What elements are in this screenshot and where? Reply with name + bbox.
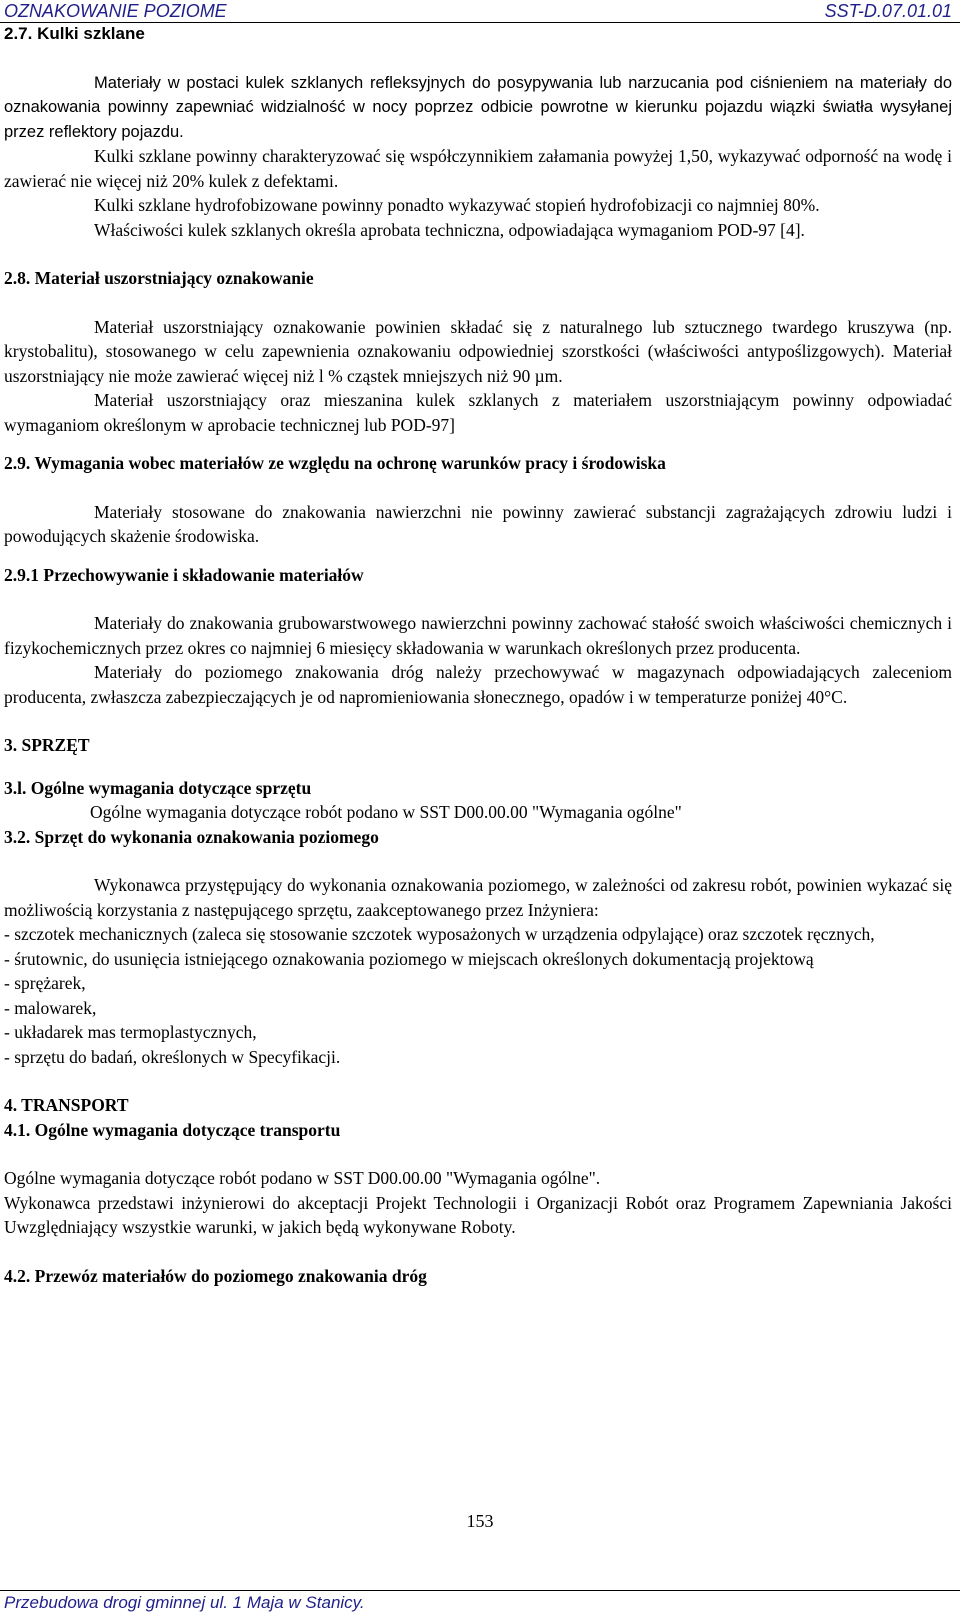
paragraph: Materiały do znakowania grubowarstwowego nawierzchni powinny zachować stałość swoich właściwości chemicznych i fizykochemicznych przez okres co najmniej 6 miesięcy składowania w warunkach określonych przez producenta.: [4, 613, 952, 658]
list-item: - układarek mas termoplastycznych,: [4, 1022, 257, 1042]
heading-2-7: 2.7. Kulki szklane: [4, 24, 145, 43]
list-item: - sprzętu do badań, określonych w Specyfikacji.: [4, 1046, 341, 1067]
heading-3-2: 3.2. Sprzęt do wykonania oznakowania poziomego: [4, 826, 379, 847]
heading-3: 3. SPRZĘT: [4, 735, 90, 755]
heading-2-8: [4, 266, 952, 291]
heading-3-1: 3.l. Ogólne wymagania dotyczące sprzętu: [4, 777, 312, 798]
paragraph: Materiał uszorstniający oznakowanie powinien składać się z naturalnego lub sztucznego twardego kruszywa (np. krystobalitu), stosowanego w celu zapewnienia oznakowaniu odpowiedniej szorstkości (właściwości antypoślizgowych). Materiał uszorstniający nie może zawierać więcej niż l % cząstek mniejszych niż 90 µm.: [4, 316, 952, 386]
paragraph: Materiał uszorstniający oraz mieszanina kulek szklanych z materiałem uszorstniającym powinny odpowiadać wymaganiom określonym w aprobacie technicznej lub POD-97]: [4, 390, 952, 435]
heading-2-9: [4, 451, 952, 476]
paragraph: Kulki szklane powinny charakteryzować się współczynnikiem załamania powyżej 1,50, wykazywać odporność na wodę i zawierać nie więcej niż 20% kulek z defektami.: [4, 146, 952, 191]
footer-text: Przebudowa drogi gminnej ul. 1 Maja w Stanicy.: [4, 1593, 365, 1612]
heading-2-9-1: [4, 563, 952, 588]
paragraph: Kulki szklane hydrofobizowane powinny ponadto wykazywać stopień hydrofobizacji co najmniej 80%.: [94, 195, 820, 215]
header-left: OZNAKOWANIE POZIOME: [4, 1, 227, 21]
list-item: - sprężarek,: [4, 973, 86, 993]
paragraph: Materiały w postaci kulek szklanych refleksyjnych do posypywania lub narzucania pod ciśnieniem na materiały do oznakowania powinny zapewniać widzialność w nocy poprzez odbicie powrotne w kierunku pojazdu wiązki światła wysyłanej przez reflektory pojazdu.: [4, 73, 952, 141]
page-header: [0, 0, 960, 23]
document-body: [4, 22, 952, 1288]
page-footer: [0, 1590, 960, 1612]
heading-4: 4. TRANSPORT: [4, 1095, 129, 1115]
list-item: - śrutownic, do usunięcia istniejącego oznakowania poziomego w miejscach określonych dokumentacją projektową: [4, 948, 814, 969]
list-item: - malowarek,: [4, 997, 97, 1018]
heading-title: Wymagania wobec materiałów ze względu na ochronę warunków pracy i środowiska: [34, 453, 666, 473]
heading-number: 2.9.: [4, 453, 31, 473]
paragraph: Materiały stosowane do znakowania nawierzchni nie powinny zawierać substancji zagrażających zdrowiu ludzi i powodujących skażenie środowiska.: [4, 501, 952, 546]
page-number: 153: [466, 1511, 494, 1531]
heading-number: 2.9.1: [4, 564, 39, 585]
heading-title: Przechowywanie i składowanie materiałów: [43, 564, 364, 585]
paragraph: Ogólne wymagania dotyczące robót podano w SST D00.00.00 "Wymagania ogólne": [90, 802, 682, 822]
heading-4-1: 4.1. Ogólne wymagania dotyczące transportu: [4, 1119, 341, 1140]
heading-number: 2.8.: [4, 268, 31, 288]
paragraph: Materiały do poziomego znakowania dróg należy przechowywać w magazynach odpowiadających zaleceniom producenta, zwłaszcza zabezpieczających je od napromieniowania słonecznego, opadów i w temperaturze poniżej 40°C.: [4, 662, 952, 707]
paragraph: Wykonawca przystępujący do wykonania oznakowania poziomego, w zależności od zakresu robót, powinien wykazać się możliwością korzystania z następującego sprzętu, zaakceptowanego przez Inżyniera:: [4, 875, 952, 920]
header-right: SST-D.07.01.01: [824, 1, 952, 21]
heading-4-2: 4.2. Przewóz materiałów do poziomego znakowania dróg: [4, 1265, 427, 1286]
paragraph: Ogólne wymagania dotyczące robót podano w SST D00.00.00 "Wymagania ogólne".: [4, 1168, 601, 1188]
paragraph: Właściwości kulek szklanych określa aprobata techniczna, odpowiadająca wymaganiom POD-97 [4].: [94, 219, 805, 240]
heading-title: Materiał uszorstniający oznakowanie: [34, 268, 314, 288]
paragraph: Wykonawca przedstawi inżynierowi do akceptacji Projekt Technologii i Organizacji Robót oraz Programem Zapewniania Jakości Uwzględniający wszystkie warunki, w jakich będą wykonywane Roboty.: [4, 1192, 952, 1237]
list-item: - szczotek mechanicznych (zaleca się stosowanie szczotek wyposażonych w urządzenia odpylające) oraz szczotek ręcznych,: [4, 924, 875, 944]
